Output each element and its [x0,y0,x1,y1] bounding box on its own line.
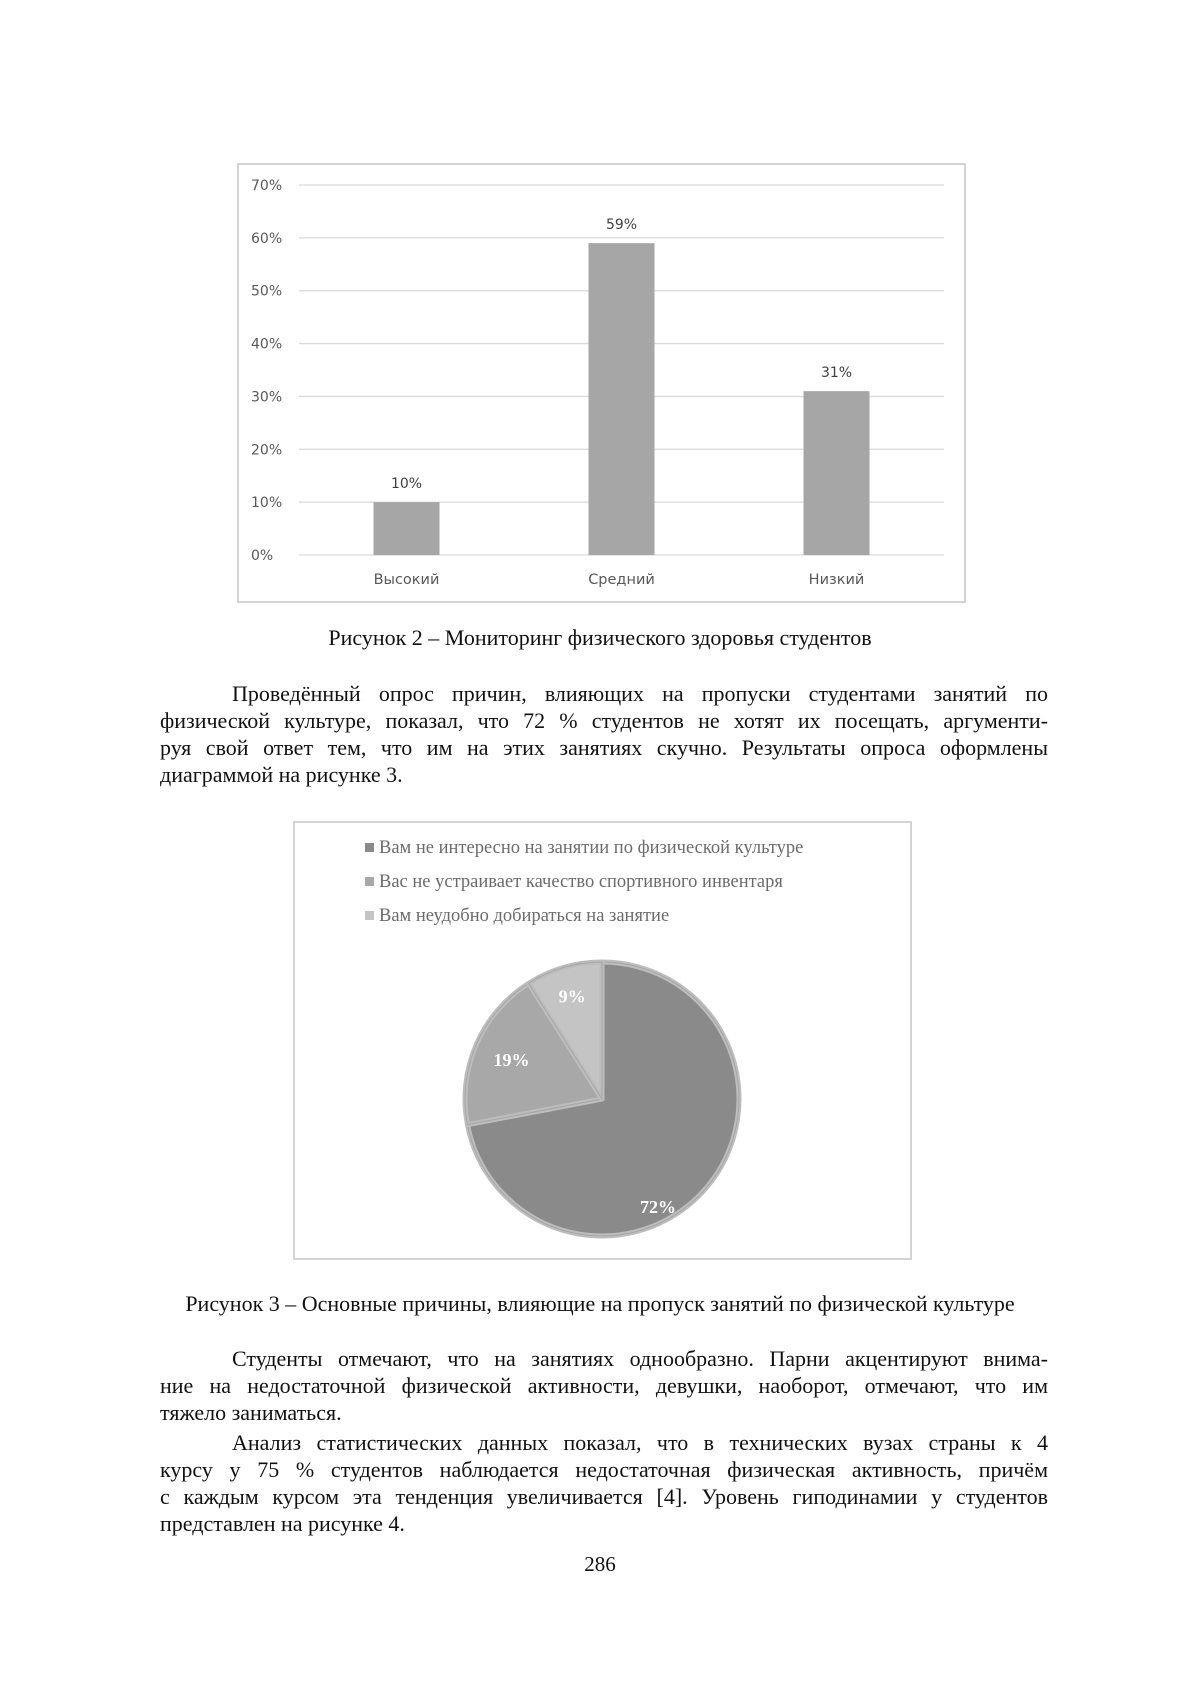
pie-chart-figure-3 [293,821,912,1260]
paragraph-2-line: ние на недостаточной физической активности, девушки, наоборот, отмечают, что им [160,1373,1048,1398]
paragraph-3-line: представлен на рисунке 4. [160,1511,405,1536]
legend-swatch [365,911,374,920]
y-tick-label: 40% [251,336,283,353]
legend-label: Вам не интересно на занятии по физической культуре [379,838,804,858]
pie-data-label: 9% [558,986,586,1007]
bar [804,391,870,555]
y-tick-label: 60% [251,230,283,247]
legend-label: Вам неудобно добираться на занятие [379,906,670,926]
y-tick-label: 20% [251,442,283,459]
paragraph-3 [160,1429,1048,1537]
x-tick-label: Высокий [373,572,440,588]
paragraph-1-line: руя свой ответ тем, что им на этих занятиях скучно. Результаты опроса оформлены [160,735,1048,760]
paragraph-2 [160,1345,1048,1426]
figure-3-caption: Рисунок 3 – Основные причины, влияющие на пропуск занятий по физической культуре [185,1291,1015,1316]
y-tick-label: 30% [251,389,283,406]
legend-swatch [365,877,374,886]
paragraph-3-line: с каждым курсом эта тенденция увеличивается [4]. Уровень гиподинамии у студентов [160,1484,1048,1509]
x-tick-label: Средний [588,572,655,588]
bar [374,502,440,555]
paragraph-1-line: Проведённый опрос причин, влияющих на пропуски студентами занятий по [232,681,1048,706]
pie-chart-svg [295,823,910,1258]
bar-chart-figure-2 [237,163,966,603]
bar-data-label: 10% [390,476,423,493]
y-tick-label: 70% [251,178,283,194]
x-tick-label: Низкий [808,572,865,588]
pie-data-label: 19% [493,1049,530,1070]
y-tick-label: 10% [251,495,283,512]
bar [589,243,655,555]
legend-swatch [365,843,374,852]
y-tick-label: 0% [251,548,274,564]
legend-label: Вас не устраивает качество спортивного инвентаря [379,872,783,892]
paragraph-2-line: Студенты отмечают, что на занятиях однообразно. Парни акцентируют внима- [232,1346,1048,1371]
paragraph-3-line: курсу у 75 % студентов наблюдается недостаточная физическая активность, причём [160,1457,1048,1482]
paragraph-2-line: тяжело заниматься. [160,1400,342,1425]
page-number: 286 [584,1552,616,1576]
paragraph-1-line: физической культуре, показал, что 72 % студентов не хотят их посещать, аргументи- [160,708,1048,733]
paragraph-1 [160,680,1048,788]
bar-data-label: 59% [605,217,638,234]
bar-data-label: 31% [820,365,853,382]
pie-data-label: 72% [640,1196,677,1217]
paragraph-1-line: диаграммой на рисунке 3. [160,762,403,787]
bar-chart-svg [239,165,964,601]
figure-2-caption: Рисунок 2 – Мониторинг физического здоровья студентов [328,625,872,650]
y-tick-label: 50% [251,283,283,300]
paragraph-3-line: Анализ статистических данных показал, что в технических вузах страны к 4 [232,1430,1048,1455]
